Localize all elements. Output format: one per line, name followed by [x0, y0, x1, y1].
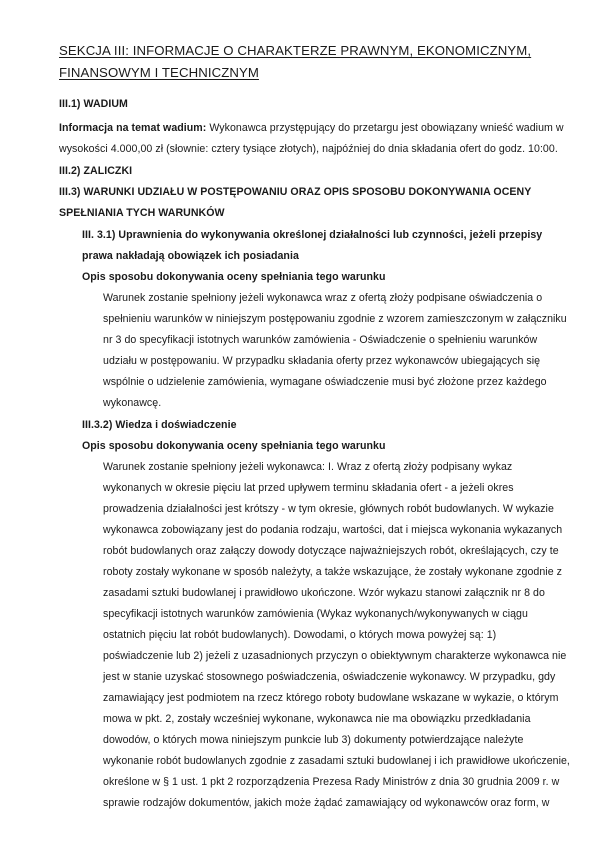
sub2-paragraph-line: określone w § 1 ust. 1 pkt 2 rozporządzenia Prezesa Rady Ministrów z dnia 30 grudnia 2009 r. w — [103, 776, 560, 788]
wadium-heading: III.1) WADIUM — [59, 98, 128, 110]
warunki-heading-line-2: SPEŁNIANIA TYCH WARUNKÓW — [59, 207, 225, 219]
sub1-opis-heading: Opis sposobu dokonywania oceny spełniania tego warunku — [82, 271, 386, 283]
sub2-heading: III.3.2) Wiedza i doświadczenie — [82, 419, 237, 431]
sub2-paragraph-line: poświadczenie lub 2) jeżeli z uzasadnionych przyczyn o obiektywnym charakterze wykonawca nie — [103, 650, 567, 662]
sub2-paragraph-line: specyfikacji istotnych warunków zamówienia (Wykaz wykonanych/wykonywanych w ciągu — [103, 608, 528, 620]
sub1-heading-line-1: III. 3.1) Uprawnienia do wykonywania określonej działalności lub czynności, jeżeli przepisy — [82, 229, 543, 241]
sub2-paragraph-line: ostatnich pięciu lat robót budowlanych). Dowodami, o których mowa powyżej są: 1) — [103, 629, 497, 641]
sub2-paragraph-line: mowa w pkt. 2, zostały wcześniej wykonane, wykonawca nie ma obowiązku przedkładania — [103, 713, 531, 725]
warunki-heading-line-1: III.3) WARUNKI UDZIAŁU W POSTĘPOWANIU ORAZ OPIS SPOSOBU DOKONYWANIA OCENY — [59, 186, 532, 198]
sub1-paragraph-line: spełnieniu warunków w niniejszym postępowaniu zgodnie z wzorem zamieszczonym w załączniku — [103, 313, 567, 325]
sub2-paragraph-line: jest w stanie uzyskać stosownego poświadczenia, oświadczenie wykonawcy. W przypadku, gdy — [103, 671, 556, 683]
sub1-paragraph-line: Warunek zostanie spełniony jeżeli wykonawca wraz z ofertą złoży podpisane oświadczenia o — [103, 292, 543, 304]
sub2-paragraph-line: wykonanie robót budowlanych zgodnie z zasadami sztuki budowlanej i ich prawidłowe ukończenie, — [103, 755, 570, 767]
wadium-info-text-1: Wykonawca przystępujący do przetargu jest obowiązany wnieść wadium w — [209, 122, 564, 134]
sub2-paragraph-line: Warunek zostanie spełniony jeżeli wykonawca: I. Wraz z ofertą złoży podpisany wykaz — [103, 461, 513, 473]
sub2-paragraph-line: dowodów, o których mowa niniejszym punkcie lub 3) dokumenty potwierdzające należyte — [103, 734, 524, 746]
sub2-paragraph-line: wykonanych w okresie pięciu lat przed upływem terminu składania ofert - a jeżeli okres — [103, 482, 514, 494]
wadium-info-line-1 — [59, 121, 564, 135]
sub2-paragraph-line: roboty zostały wykonane w sposób należyty, a także wskazujące, że zostały wykonane zgodnie z — [103, 566, 562, 578]
sub2-paragraph-line: prowadzenia działalności jest krótszy - w tym okresie, głównych robót budowlanych. W wykazie — [103, 503, 554, 515]
sub2-opis-heading: Opis sposobu dokonywania oceny spełniania tego warunku — [82, 440, 386, 452]
wadium-info-label: Informacja na temat wadium: — [59, 122, 207, 134]
sub2-paragraph-line: zasadami sztuki budowlanej i prawidłowo ukończone. Wzór wykazu stanowi załącznik nr 8 do — [103, 587, 545, 599]
sub2-paragraph-line: robót budowlanych oraz załączy dowody dotyczące najważniejszych robót, określających, czy te — [103, 545, 559, 557]
sub2-paragraph-line: sprawie rodzajów dokumentów, jakich może żądać zamawiający od wykonawców oraz form, w — [103, 797, 550, 809]
section-title — [59, 40, 559, 84]
sub1-paragraph-line: nr 3 do specyfikacji istotnych warunków zamówienia - Oświadczenie o spełnieniu warunków — [103, 334, 538, 346]
sub1-paragraph-line: wykonawcę. — [103, 397, 162, 409]
sub2-paragraph-line: wykonawca zobowiązany jest do podania rodzaju, wartości, dat i miejsca wykonania wykazanych — [103, 524, 563, 536]
sub1-heading-line-2: prawa nakładają obowiązek ich posiadania — [82, 250, 299, 262]
section-title-line-1: SEKCJA III: INFORMACJE O CHARAKTERZE PRAWNYM, EKONOMICZNYM, — [59, 43, 532, 58]
sub1-paragraph-line: udziału w postępowaniu. W przypadku składania oferty przez wykonawców ubiegających się — [103, 355, 541, 367]
zaliczki-heading: III.2) ZALICZKI — [59, 165, 133, 177]
section-title-line-2: FINANSOWYM I TECHNICZNYM — [59, 65, 259, 80]
wadium-info-line-2: wysokości 4.000,00 zł (słownie: cztery tysiące złotych), najpóźniej do dnia składania ofert do godz. 10:00. — [59, 143, 558, 155]
sub2-paragraph-line: zamawiający jest podmiotem na rzecz którego roboty budowlane wskazane w wykazie, o którym — [103, 692, 559, 704]
sub1-paragraph-line: wspólnie o udzielenie zamówienia, wymagane oświadczenie musi być złożone przez każdego — [103, 376, 547, 388]
